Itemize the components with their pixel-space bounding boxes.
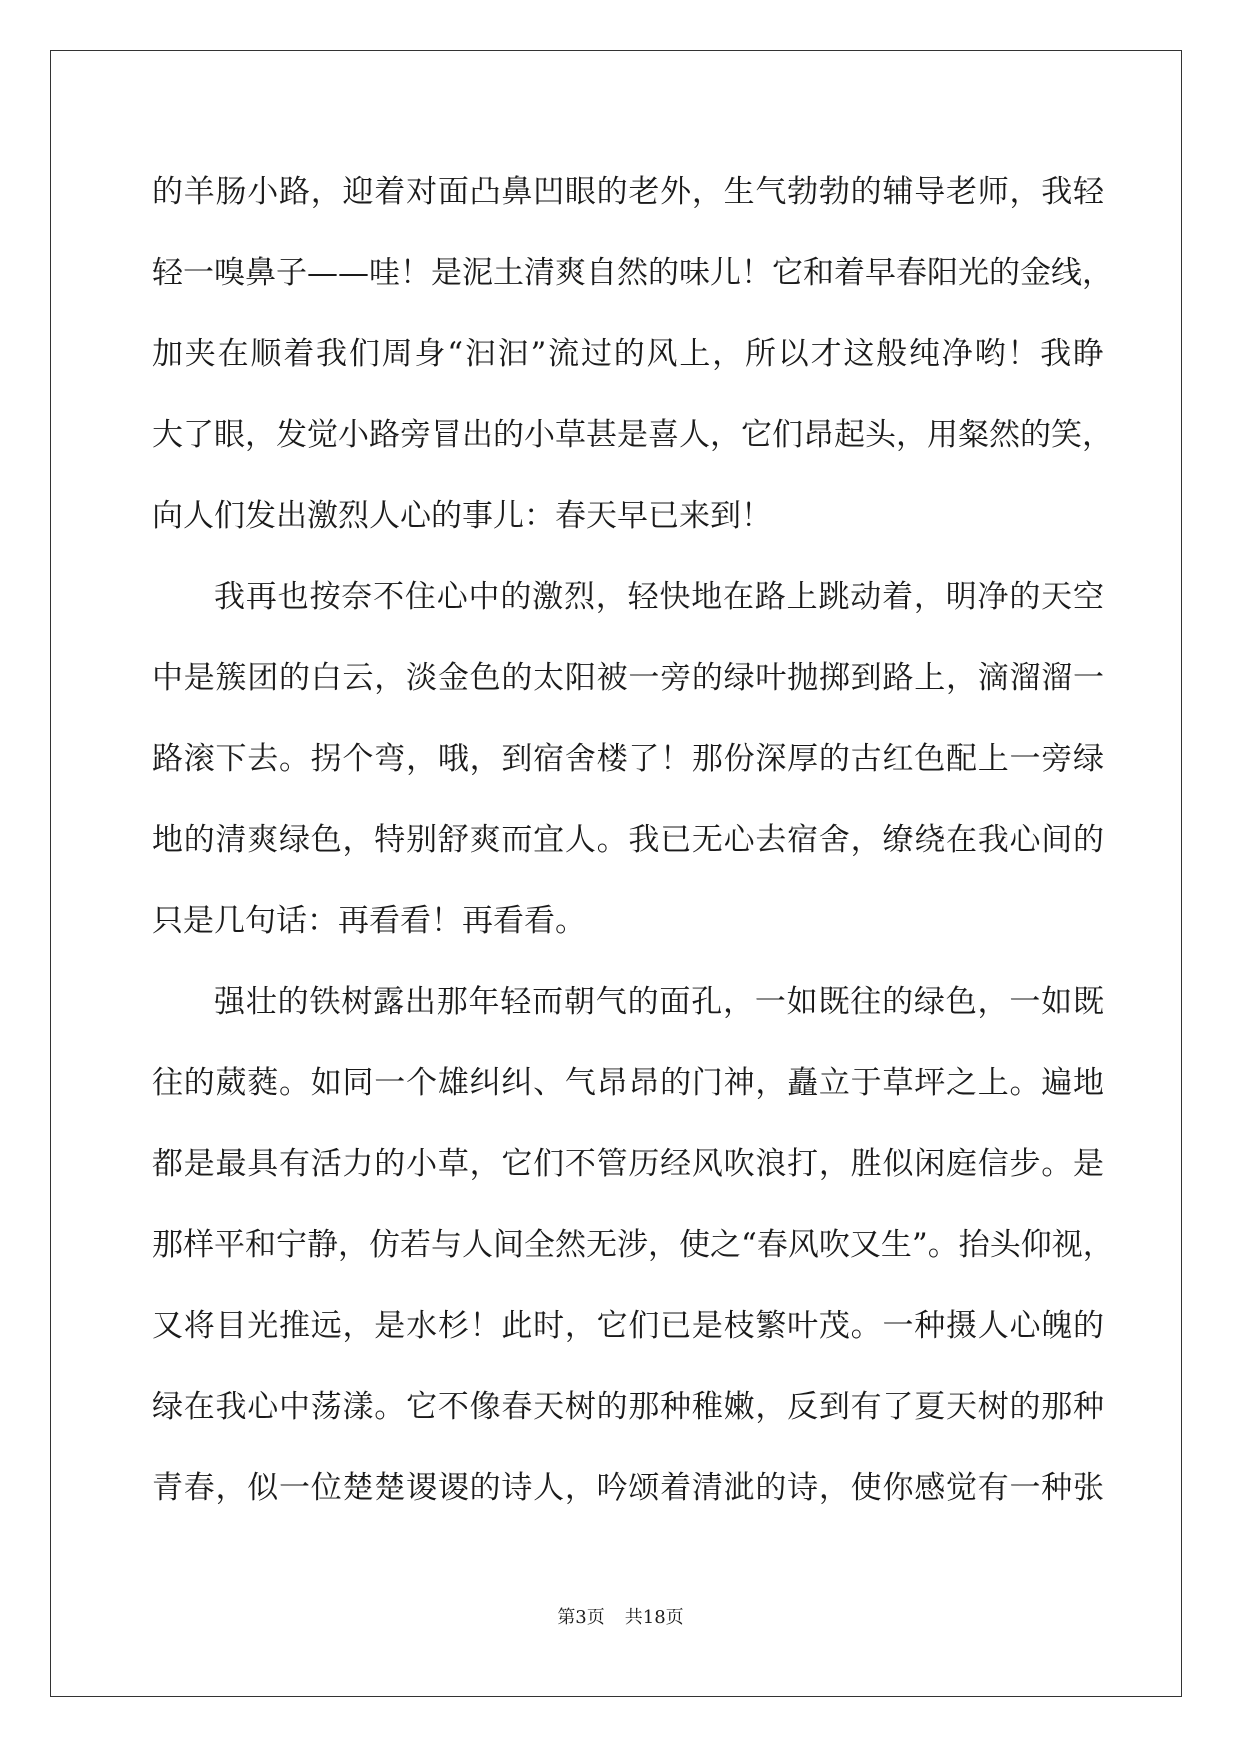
page-footer <box>0 1606 1241 1630</box>
total-pages: 共18页 <box>624 1607 684 1628</box>
page-number: 第3页 <box>557 1607 605 1628</box>
text-line: 加夹在顺着我们周身“汩汩”流过的风上，所以才这般纯净哟！我睁 <box>152 336 1104 372</box>
text-line: 地的清爽绿色，特别舒爽而宜人。我已无心去宿舍，缭绕在我心间的 <box>152 822 1104 858</box>
text-line: 那样平和宁静，仿若与人间全然无涉，使之“春风吹又生”。抬头仰视， <box>152 1227 1114 1263</box>
text-line: 又将目光推远，是水杉！此时，它们已是枝繁叶茂。一种摄人心魄的 <box>152 1308 1104 1344</box>
document-body <box>152 152 1114 1529</box>
text-line: 强壮的铁树露出那年轻而朝气的面孔，一如既往的绿色，一如既 <box>214 984 1104 1020</box>
text-line: 向人们发出激烈人心的事儿：春天早已来到！ <box>152 498 772 534</box>
text-line: 往的葳蕤。如同一个雄纠纠、气昂昂的门神，矗立于草坪之上。遍地 <box>152 1065 1104 1101</box>
text-line: 绿在我心中荡漾。它不像春天树的那种稚嫩，反到有了夏天树的那种 <box>152 1389 1104 1425</box>
text-line: 都是最具有活力的小草，它们不管历经风吹浪打，胜似闲庭信步。是 <box>152 1146 1104 1182</box>
text-line: 青春，似一位楚楚谡谡的诗人，吟颂着清泚的诗，使你感觉有一种张 <box>152 1470 1104 1506</box>
text-line: 只是几句话：再看看！再看看。 <box>152 903 586 939</box>
text-line: 中是簇团的白云，淡金色的太阳被一旁的绿叶抛掷到路上，滴溜溜一 <box>152 660 1104 696</box>
text-line: 我再也按奈不住心中的激烈，轻快地在路上跳动着，明净的天空 <box>214 579 1104 615</box>
text-line: 路滚下去。拐个弯，哦，到宿舍楼了！那份深厚的古红色配上一旁绿 <box>152 741 1104 777</box>
text-line: 轻一嗅鼻子——哇！是泥土清爽自然的味儿！它和着早春阳光的金线， <box>152 255 1113 291</box>
text-line: 大了眼，发觉小路旁冒出的小草甚是喜人，它们昂起头，用粲然的笑， <box>152 417 1113 453</box>
text-line: 的羊肠小路，迎着对面凸鼻凹眼的老外，生气勃勃的辅导老师，我轻 <box>152 174 1104 210</box>
